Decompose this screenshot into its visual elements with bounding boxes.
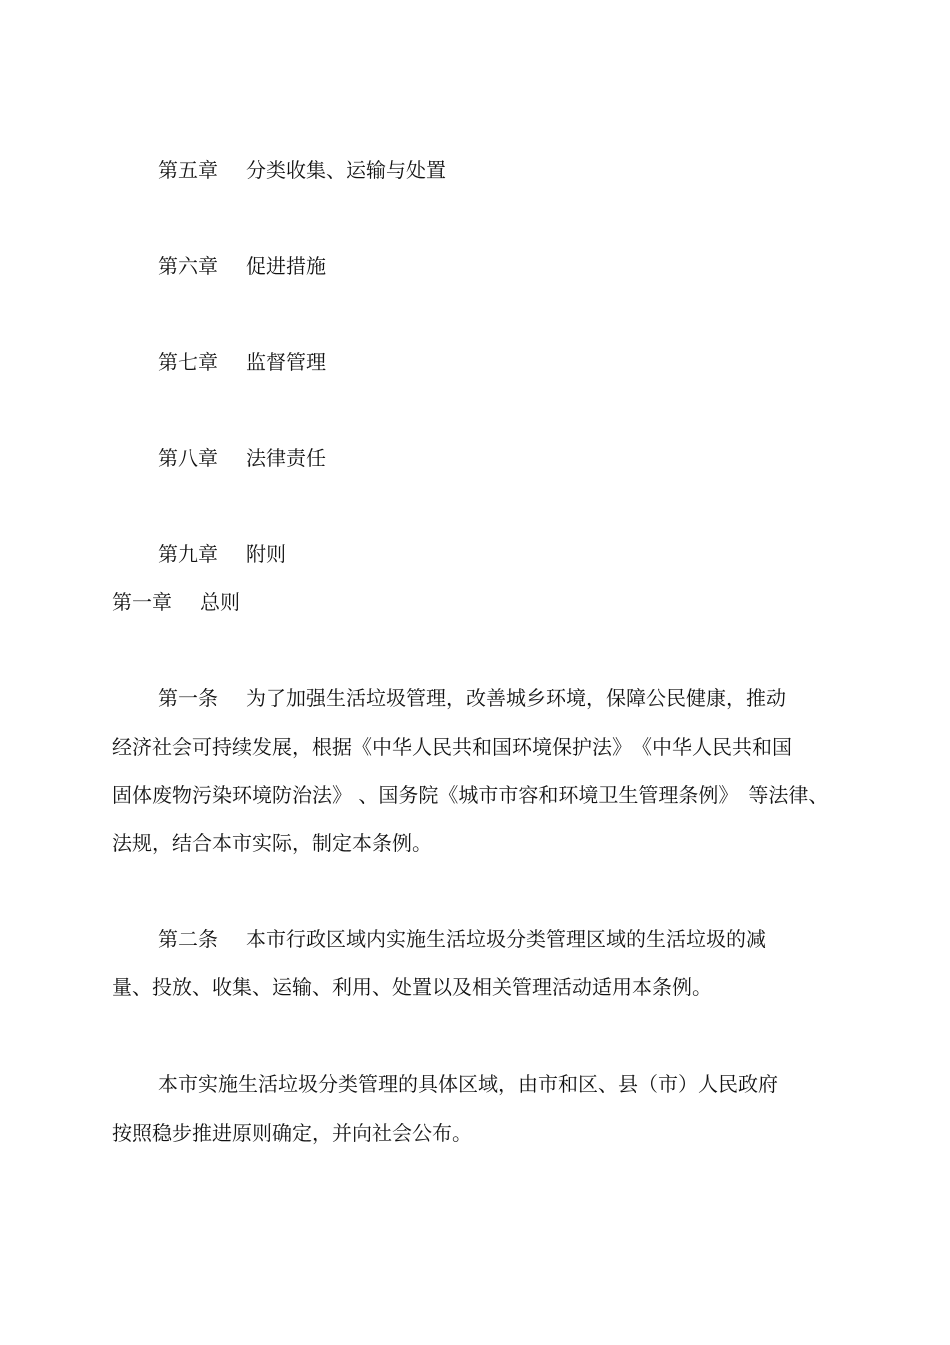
article-line: 按照稳步推进原则确定，并向社会公布。 <box>112 1121 472 1145</box>
toc-chapter-number: 第六章 <box>158 254 218 278</box>
article-line: 量、投放、收集、运输、利用、处置以及相关管理活动适用本条例。 <box>112 975 712 999</box>
toc-chapter-number: 第九章 <box>158 542 218 566</box>
toc-item <box>158 158 446 182</box>
toc-chapter-number: 第七章 <box>158 350 218 374</box>
toc-item <box>158 254 326 278</box>
toc-chapter-title: 促进措施 <box>246 254 326 278</box>
article-number: 第一条 <box>158 686 218 710</box>
toc-chapter-number: 第五章 <box>158 158 218 182</box>
toc-item <box>158 542 286 566</box>
toc-chapter-title: 附则 <box>246 542 286 566</box>
article-line: 本市实施生活垃圾分类管理的具体区域，由市和区、县（市）人民政府 <box>158 1072 778 1096</box>
article-text: 本市行政区域内实施生活垃圾分类管理区域的生活垃圾的减 <box>246 927 766 951</box>
toc-chapter-title: 监督管理 <box>246 350 326 374</box>
chapter-title: 总则 <box>200 590 240 614</box>
article-number: 第二条 <box>158 927 218 951</box>
toc-item <box>158 350 326 374</box>
article-line: 固体废物污染环境防治法》 、国务院《城市市容和环境卫生管理条例》 等法律、 <box>112 783 829 807</box>
toc-chapter-title: 法律责任 <box>246 446 326 470</box>
article-text: 为了加强生活垃圾管理，改善城乡环境，保障公民健康，推动 <box>246 686 786 710</box>
toc-item <box>158 446 326 470</box>
chapter-number: 第一章 <box>112 590 172 614</box>
article-line <box>158 686 786 710</box>
article-line: 经济社会可持续发展，根据《中华人民共和国环境保护法》 《中华人民共和国 <box>112 735 792 759</box>
chapter-heading <box>112 590 240 614</box>
toc-chapter-number: 第八章 <box>158 446 218 470</box>
toc-chapter-title: 分类收集、运输与处置 <box>246 158 446 182</box>
article-line: 法规，结合本市实际，制定本条例。 <box>112 831 432 855</box>
article-line <box>158 927 766 951</box>
